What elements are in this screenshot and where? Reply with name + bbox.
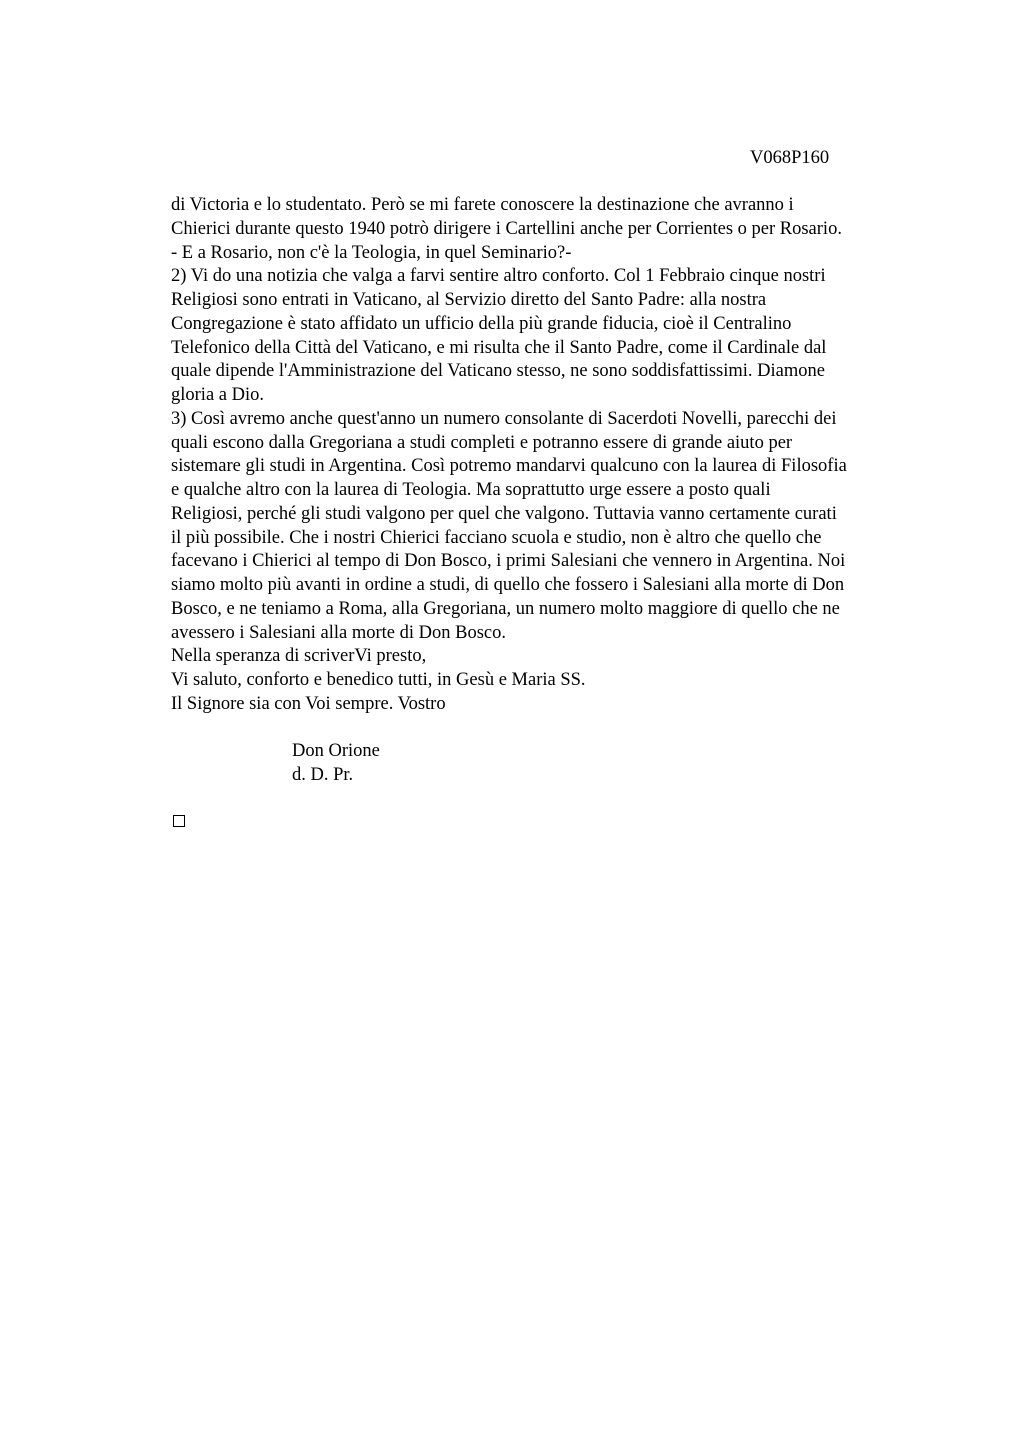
- letter-line: quale dipende l'Amministrazione del Vaticano stesso, ne sono soddisfattissimi. Diamone: [171, 361, 825, 382]
- letter-line: Bosco, e ne teniamo a Roma, alla Gregoriana, un numero molto maggiore di quello che ne: [171, 598, 840, 619]
- letter-line: siamo molto più avanti in ordine a studi, di quello che fossero i Salesiani alla morte di Don: [171, 575, 845, 595]
- square-outline-icon: [173, 815, 185, 827]
- letter-line: Chierici durante questo 1940 potrò dirigere i Cartellini anche per Corrientes o per Rosario.: [171, 218, 842, 239]
- letter-body: [171, 194, 941, 717]
- letter-line: 3) Così avremo anche quest'anno un numero consolante di Sacerdoti Novelli, parecchi dei: [171, 408, 837, 429]
- letter-line: avessero i Salesiani alla morte di Don Bosco.: [171, 622, 506, 643]
- closing-line: Il Signore sia con Voi sempre. Vostro: [171, 693, 446, 714]
- signature-block: [292, 739, 380, 787]
- letter-line: facevano i Chierici al tempo di Don Bosco, i primi Salesiani che vennero in Argentina. Noi: [171, 551, 846, 572]
- closing-line: Nella speranza di scriverVi presto,: [171, 646, 427, 667]
- letter-line: il più possibile. Che i nostri Chierici facciano scuola e studio, non è altro che quello che: [171, 527, 822, 548]
- page-identifier: V068P160: [750, 148, 830, 168]
- letter-line: - E a Rosario, non c'è la Teologia, in quel Seminario?-: [171, 242, 572, 263]
- letter-line: di Victoria e lo studentato. Però se mi farete conoscere la destinazione che avranno i: [171, 195, 794, 215]
- letter-line: Religiosi sono entrati in Vaticano, al Servizio diretto del Santo Padre: alla nostra: [171, 290, 767, 310]
- letter-line: sistemare gli studi in Argentina. Così potremo mandarvi qualcuno con la laurea di Filosofia: [171, 456, 847, 477]
- letter-line: Congregazione è stato affidato un ufficio della più grande fiducia, cioè il Centralino: [171, 313, 792, 334]
- letter-line: gloria a Dio.: [171, 385, 264, 405]
- letter-line: Telefonico della Città del Vaticano, e mi risulta che il Santo Padre, come il Cardinale dal: [171, 337, 827, 358]
- letter-line: 2) Vi do una notizia che valga a farvi sentire altro conforto. Col 1 Febbraio cinque nostri: [171, 266, 826, 287]
- letter-line: Religiosi, perché gli studi valgono per quel che valgono. Tuttavia vanno certamente curati: [171, 503, 837, 524]
- letter-line: e qualche altro con la laurea di Teologia. Ma soprattutto urge essere a posto quali: [171, 480, 771, 500]
- signature-title: d. D. Pr.: [292, 765, 354, 785]
- letter-line: quali escono dalla Gregoriana a studi completi e potranno essere di grande aiuto per: [171, 432, 793, 453]
- signature-name: Don Orione: [292, 741, 380, 761]
- closing-line: Vi saluto, conforto e benedico tutti, in Gesù e Maria SS.: [171, 670, 586, 690]
